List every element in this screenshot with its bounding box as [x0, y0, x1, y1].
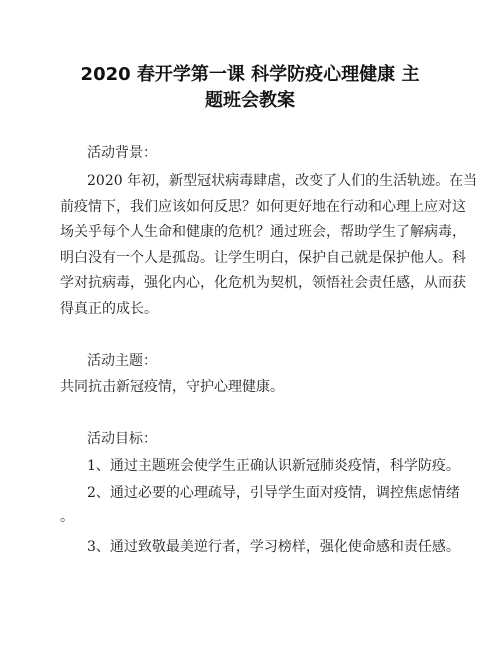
- theme-text: 共同抗击新冠疫情，守护心理健康。: [60, 379, 284, 395]
- goal-item-1: 1、通过主题班会使学生正确认识新冠肺炎疫情，科学防疫。: [87, 458, 460, 474]
- goal-item-2: 2、通过必要的心理疏导，引导学生面对疫情，调控焦虑情绪: [87, 485, 460, 501]
- section-label-goals: 活动目标：: [87, 431, 157, 447]
- section-label-theme: 活动主题：: [87, 353, 157, 369]
- paragraph-line: 场关乎每个人生命和健康的危机？通过班会，帮助学生了解病毒，: [60, 224, 466, 240]
- goal-item-2-continuation: 。: [60, 509, 74, 525]
- paragraph-line: 学对抗病毒，强化内心，化危机为契机，领悟社会责任感，从而获: [60, 275, 466, 291]
- paragraph-line: 2020 年初，新型冠状病毒肆虐，改变了人们的生活轨迹。在当: [87, 173, 478, 189]
- document-title-line-2: 题班会教案: [205, 90, 295, 111]
- section-label-background: 活动背景：: [87, 145, 157, 161]
- paragraph-line: 得真正的成长。: [60, 301, 158, 317]
- paragraph-line: 明白没有一个人是孤岛。让学生明白，保护自己就是保护他人。科: [60, 250, 466, 266]
- goal-item-3: 3、通过致敬最美逆行者，学习榜样，强化使命感和责任感。: [87, 539, 460, 555]
- paragraph-line: 前疫情下，我们应该如何反思？如何更好地在行动和心理上应对这: [60, 199, 466, 215]
- document-title-line-1: 2020 春开学第一课 科学防疫心理健康 主: [80, 64, 420, 85]
